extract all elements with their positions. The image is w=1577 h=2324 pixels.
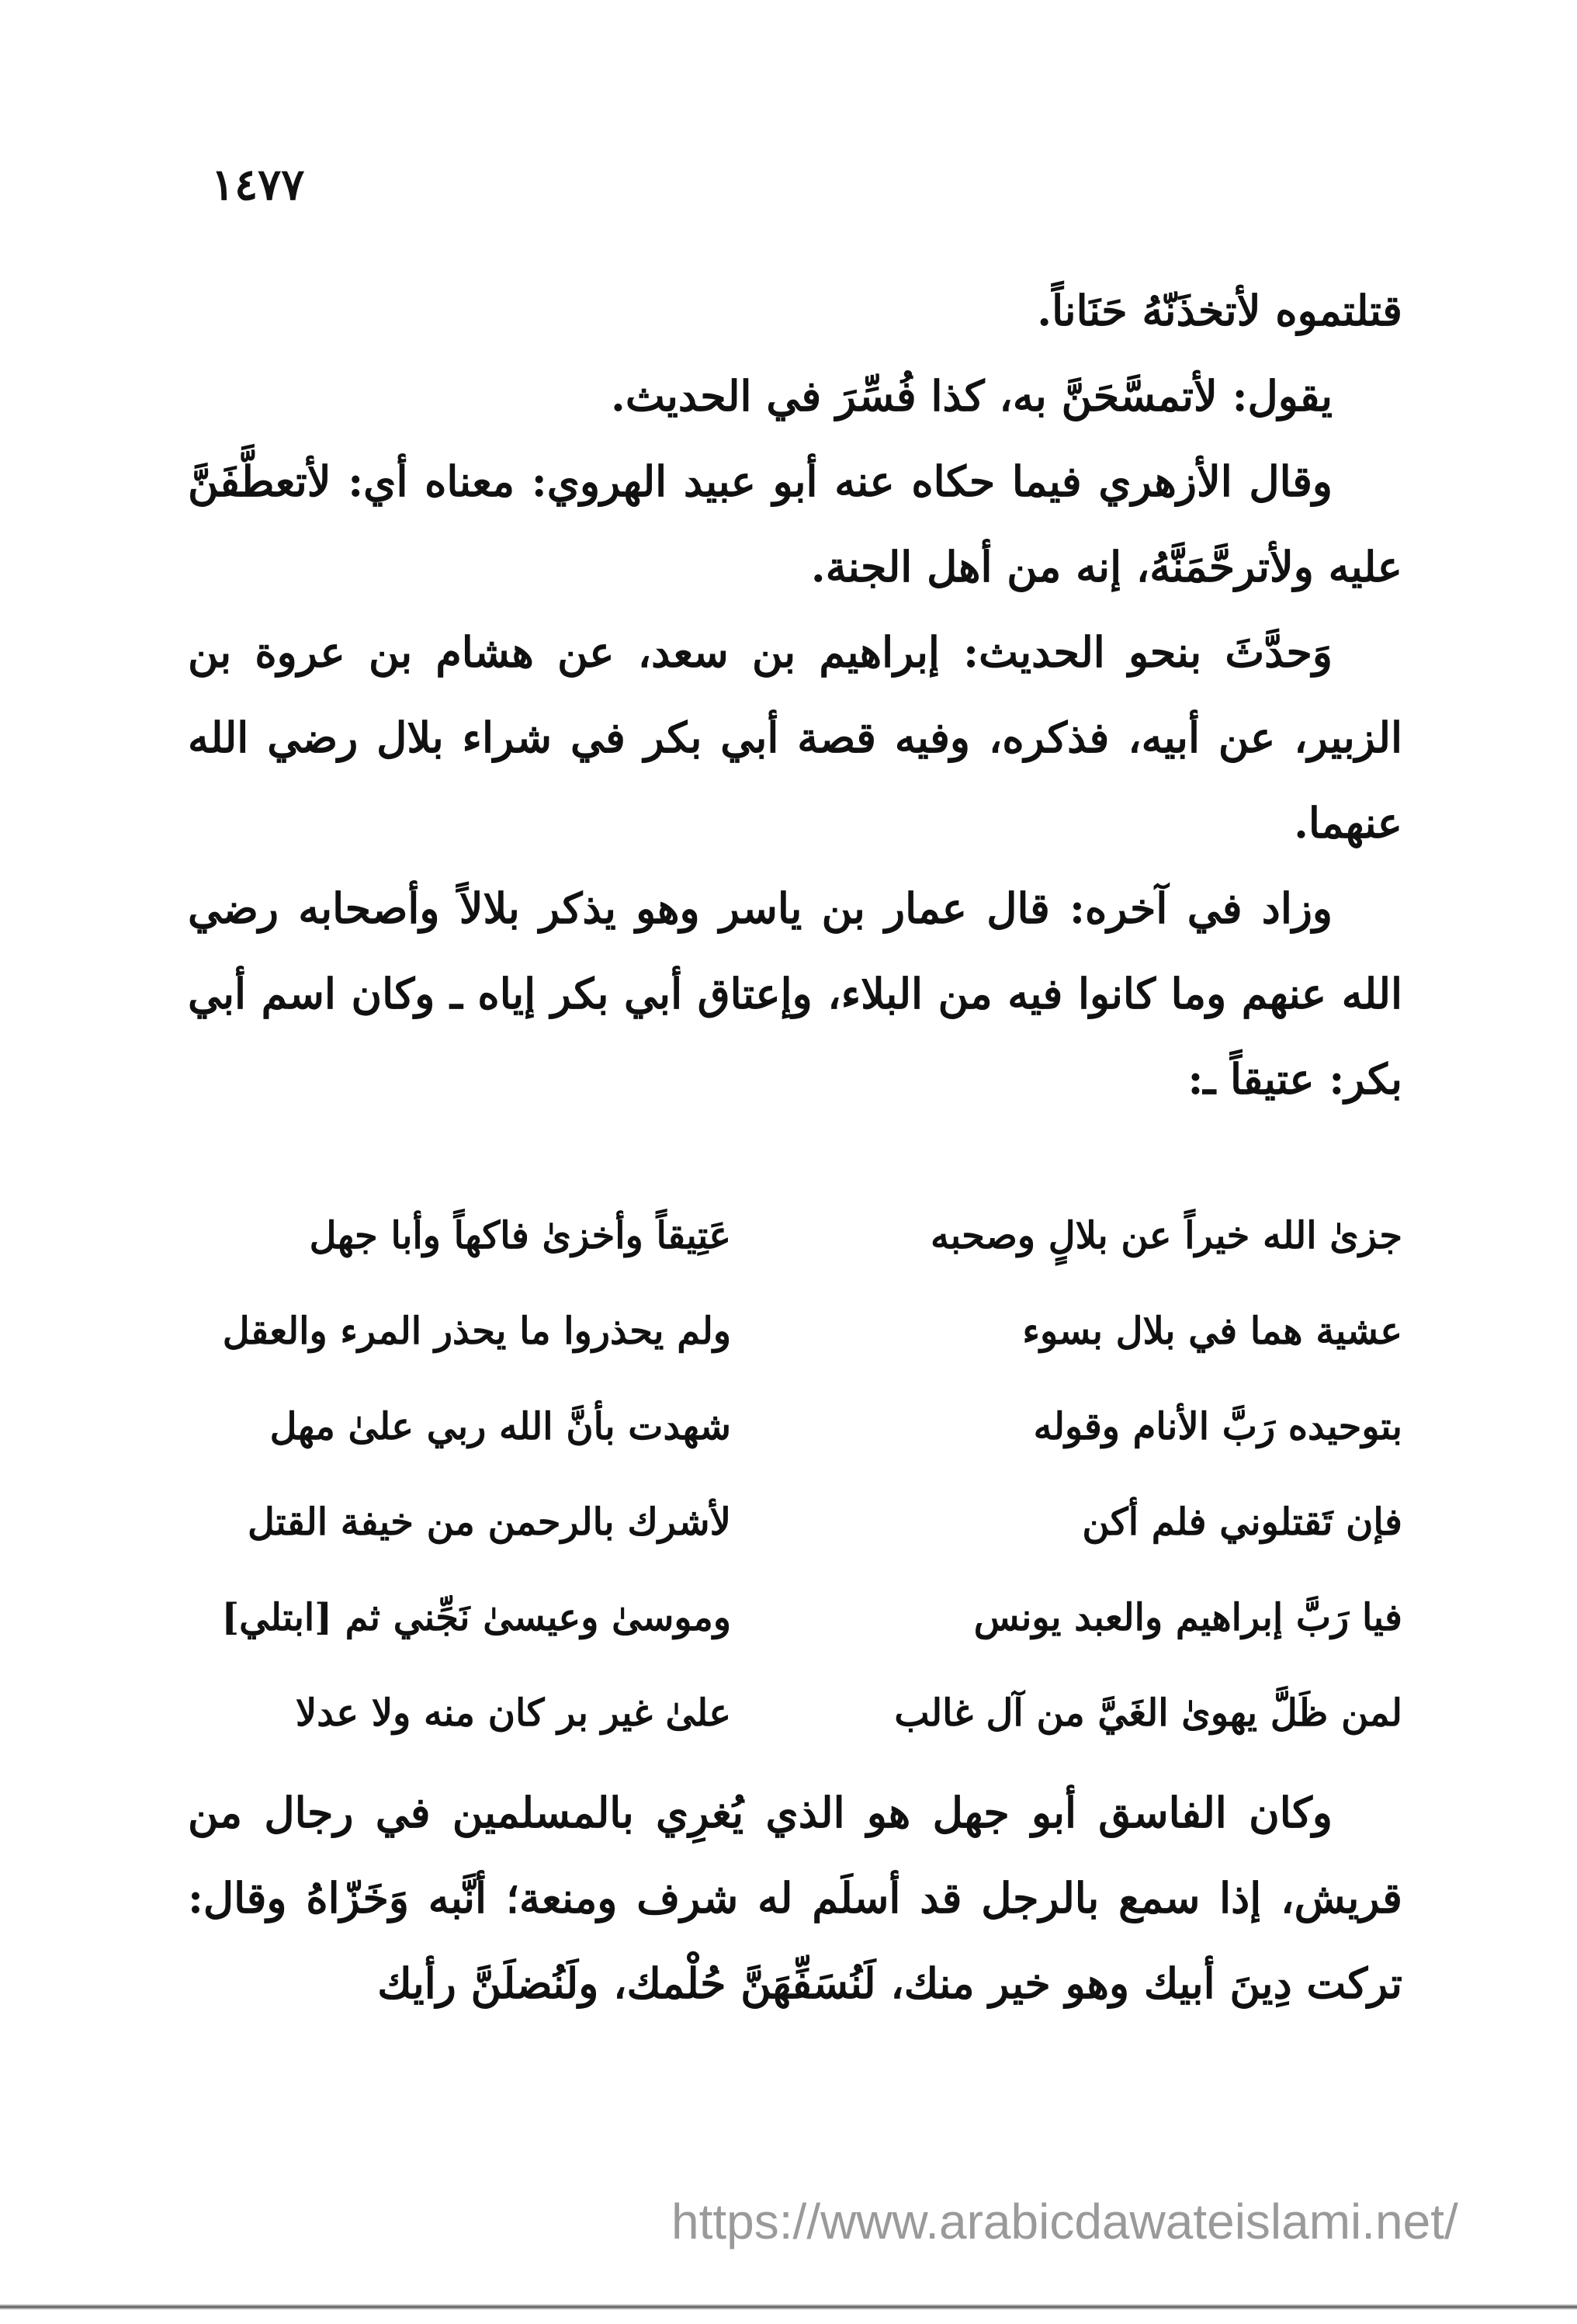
poem-verse: [188, 1474, 1402, 1570]
poem-verse: [188, 1665, 1402, 1760]
verse-first-hemistich: جزىٰ الله خيراً عن بلالٍ وصحبه: [930, 1213, 1402, 1257]
watermark-url: https://www.arabicdawateislami.net/: [671, 2194, 1458, 2249]
poem-verse: [188, 1570, 1402, 1665]
paragraph: قتلتموه لأتخذَنّهُ حَنَاناً.: [1037, 286, 1402, 335]
verse-second-hemistich: وموسىٰ وعيسىٰ نَجِّني ثم [ابتلي]: [221, 1595, 731, 1639]
verse-first-hemistich: فإن تَقتلوني فلم أكن: [1082, 1500, 1402, 1544]
verse-second-hemistich: علىٰ غير بر كان منه ولا عدلا: [295, 1691, 731, 1735]
page-number: ١٤٧٧: [211, 159, 305, 210]
body-text-top: [188, 268, 1402, 1122]
poem-verse: [188, 1283, 1402, 1379]
poem-verse: [188, 1379, 1402, 1474]
verse-second-hemistich: لأشرك بالرحمن من خيفة القتل: [247, 1500, 731, 1544]
paragraph: وقال الأزهري فيما حكاه عنه أبو عبيد الهروي: معناه أي: لأتعطَّفَنَّ عليه ولأترحَّمَنَّهُ، إنه من أهل الجنة.: [188, 456, 1402, 591]
poem: [188, 1188, 1402, 1760]
verse-second-hemistich: عَتِيقاً وأخزىٰ فاكهاً وأبا جهل: [309, 1213, 731, 1257]
verse-second-hemistich: ولم يحذروا ما يحذر المرء والعقل: [222, 1309, 731, 1353]
body-text-bottom: [188, 1770, 1402, 2026]
paragraph: يقول: لأتمسَّحَنَّ به، كذا فُسِّرَ في الحديث.: [611, 371, 1333, 421]
verse-first-hemistich: عشية هما في بلال بسوء: [1022, 1309, 1402, 1353]
verse-first-hemistich: بتوحيده رَبَّ الأنام وقوله: [1033, 1404, 1402, 1448]
paragraph: وزاد في آخره: قال عمار بن ياسر وهو يذكر بلالاً وأصحابه رضي الله عنهم وما كانوا فيه من البلاء، وإعتاق أبي بكر إياه ـ وكان اسم أبي بكر: عتيقاً ـ:: [188, 883, 1402, 1104]
verse-second-hemistich: شهدت بأنَّ الله ربي علىٰ مهل: [269, 1404, 731, 1448]
poem-verse: [188, 1188, 1402, 1283]
paragraph: وكان الفاسق أبو جهل هو الذي يُغرِي بالمسلمين في رجال من قريش، إذا سمع بالرجل قد أسلَم له شرف ومنعة؛ أنَّبه وَخَزّاهُ وقال: تركت دِينَ أبيك وهو خير منك، لَنُسَفِّهَنَّ حُلْمك، ولَنُضلَنَّ رأيك: [188, 1788, 1402, 2008]
verse-first-hemistich: لمن ظَلَّ يهوىٰ الغَيَّ من آل غالب: [894, 1691, 1402, 1735]
paragraph: وَحدَّثَ بنحو الحديث: إبراهيم بن سعد، عن هشام بن عروة بن الزبير، عن أبيه، فذكره، وفيه قصة أبي بكر في شراء بلال رضي الله عنهما.: [188, 627, 1402, 848]
verse-first-hemistich: فيا رَبَّ إبراهيم والعبد يونس: [973, 1595, 1402, 1639]
page-edge-divider: [0, 2304, 1577, 2310]
